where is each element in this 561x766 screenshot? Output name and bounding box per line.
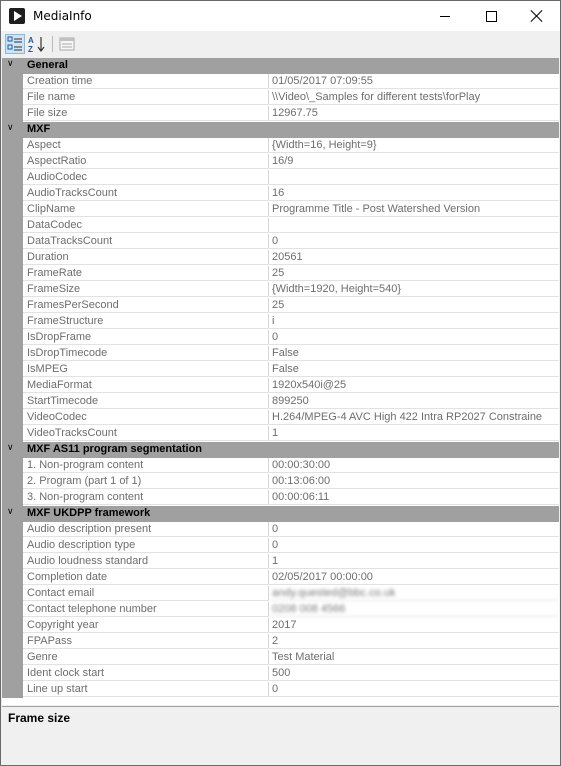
property-value[interactable]: 2 (269, 634, 559, 649)
sort-az-icon (27, 34, 47, 54)
close-button[interactable] (514, 1, 560, 31)
collapse-chevron-icon[interactable]: ∨ (7, 123, 14, 133)
property-row[interactable] (2, 378, 559, 394)
property-row[interactable] (2, 218, 559, 234)
property-row[interactable] (2, 458, 559, 474)
property-row[interactable] (2, 650, 559, 666)
property-row[interactable] (2, 538, 559, 554)
property-name[interactable]: File name (23, 90, 269, 105)
property-row[interactable] (2, 602, 559, 618)
property-value[interactable]: Programme Title - Post Watershed Version (269, 202, 559, 217)
property-name[interactable]: IsDropFrame (23, 330, 269, 345)
property-value[interactable]: 0 (269, 234, 559, 249)
property-name[interactable]: Audio loudness standard (23, 554, 269, 569)
property-row[interactable] (2, 186, 559, 202)
property-name[interactable]: VideoCodec (23, 410, 269, 425)
property-value[interactable] (269, 170, 559, 185)
collapse-chevron-icon[interactable]: ∨ (7, 59, 14, 69)
property-row[interactable] (2, 138, 559, 154)
svg-text:Z: Z (28, 45, 33, 54)
property-value[interactable]: 25 (269, 298, 559, 313)
description-pane (2, 706, 559, 765)
property-name[interactable]: Duration (23, 250, 269, 265)
property-pages-button[interactable] (57, 34, 77, 54)
property-value[interactable]: {Width=1920, Height=540} (269, 282, 559, 297)
property-value[interactable]: 1920x540i@25 (269, 378, 559, 393)
property-value[interactable]: 0 (269, 538, 559, 553)
property-value[interactable]: 00:00:06:11 (269, 490, 559, 505)
toolbar (1, 31, 560, 57)
property-name[interactable]: DataTracksCount (23, 234, 269, 249)
property-row[interactable] (2, 522, 559, 538)
property-value[interactable]: 00:13:06:00 (269, 474, 559, 489)
property-value[interactable]: 899250 (269, 394, 559, 409)
property-value[interactable]: 1 (269, 554, 559, 569)
property-name[interactable]: IsDropTimecode (23, 346, 269, 361)
category-label: MXF (27, 123, 51, 135)
minimize-icon (440, 16, 450, 17)
property-grid[interactable] (2, 58, 559, 705)
property-value[interactable]: 02/05/2017 00:00:00 (269, 570, 559, 585)
property-row[interactable] (2, 154, 559, 170)
property-row[interactable] (2, 202, 559, 218)
property-value[interactable]: 16 (269, 186, 559, 201)
property-name[interactable]: Line up start (23, 682, 269, 697)
property-value[interactable]: 1 (269, 426, 559, 441)
property-row[interactable] (2, 554, 559, 570)
property-row[interactable] (2, 570, 559, 586)
property-row[interactable] (2, 266, 559, 282)
property-value[interactable]: 0 (269, 682, 559, 697)
property-row[interactable] (2, 282, 559, 298)
property-name[interactable]: Audio description type (23, 538, 269, 553)
property-value[interactable]: andy.quested@bbc.co.uk (269, 586, 559, 601)
property-name[interactable]: Contact email (23, 586, 269, 601)
title-bar[interactable] (1, 1, 560, 31)
collapse-chevron-icon[interactable]: ∨ (7, 443, 14, 453)
property-row[interactable] (2, 474, 559, 490)
category-label: MXF UKDPP framework (27, 507, 151, 519)
toolbar-separator (52, 36, 53, 52)
property-row[interactable] (2, 234, 559, 250)
property-value[interactable]: 0 (269, 330, 559, 345)
property-row[interactable] (2, 682, 559, 698)
property-row[interactable] (2, 362, 559, 378)
categorized-icon (6, 35, 24, 53)
description-title: Frame size (8, 711, 71, 725)
property-value[interactable]: 500 (269, 666, 559, 681)
property-row[interactable] (2, 298, 559, 314)
property-name[interactable]: Genre (23, 650, 269, 665)
property-name[interactable]: Completion date (23, 570, 269, 585)
alphabetical-sort-button[interactable] (27, 34, 47, 54)
property-name[interactable]: AudioCodec (23, 170, 269, 185)
property-name[interactable]: FrameSize (23, 282, 269, 297)
property-row[interactable] (2, 490, 559, 506)
property-value[interactable]: 2017 (269, 618, 559, 633)
property-name[interactable]: FPAPass (23, 634, 269, 649)
maximize-button[interactable] (468, 1, 514, 31)
property-name[interactable]: StartTimecode (23, 394, 269, 409)
minimize-button[interactable] (422, 1, 468, 31)
property-name[interactable]: AspectRatio (23, 154, 269, 169)
property-row[interactable] (2, 106, 559, 122)
category-general[interactable] (2, 58, 559, 74)
property-value[interactable]: 20561 (269, 250, 559, 265)
property-value[interactable]: False (269, 362, 559, 377)
property-value[interactable]: Test Material (269, 650, 559, 665)
property-row[interactable] (2, 394, 559, 410)
property-value[interactable]: 0208 008 4566 (269, 602, 559, 617)
property-name[interactable]: FrameRate (23, 266, 269, 281)
property-value[interactable]: 0 (269, 522, 559, 537)
property-row[interactable] (2, 634, 559, 650)
category-label: General (27, 59, 68, 71)
property-name[interactable]: MediaFormat (23, 378, 269, 393)
property-row[interactable] (2, 346, 559, 362)
property-row[interactable] (2, 426, 559, 442)
property-name[interactable]: Copyright year (23, 618, 269, 633)
property-value[interactable]: 00:00:30:00 (269, 458, 559, 473)
svg-text:A: A (28, 36, 34, 45)
property-value[interactable]: 16/9 (269, 154, 559, 169)
category-label: MXF AS11 program segmentation (27, 443, 203, 455)
category-mxf[interactable] (2, 122, 559, 138)
property-name[interactable]: DataCodec (23, 218, 269, 233)
property-name[interactable]: Creation time (23, 74, 269, 89)
property-row[interactable] (2, 90, 559, 106)
category-mxf-as11-program-segmentation[interactable] (2, 442, 559, 458)
property-row[interactable] (2, 74, 559, 90)
property-row[interactable] (2, 586, 559, 602)
property-name[interactable]: AudioTracksCount (23, 186, 269, 201)
property-name[interactable]: Aspect (23, 138, 269, 153)
property-name[interactable]: Ident clock start (23, 666, 269, 681)
property-name[interactable]: 2. Program (part 1 of 1) (23, 474, 269, 489)
property-name[interactable]: Contact telephone number (23, 602, 269, 617)
property-name[interactable]: ClipName (23, 202, 269, 217)
window-title: MediaInfo (33, 9, 92, 23)
property-name[interactable]: FrameStructure (23, 314, 269, 329)
property-row[interactable] (2, 410, 559, 426)
categorized-view-button[interactable] (5, 34, 25, 54)
property-value[interactable]: False (269, 346, 559, 361)
collapse-chevron-icon[interactable]: ∨ (7, 507, 14, 517)
property-value[interactable]: 25 (269, 266, 559, 281)
property-name[interactable]: FramesPerSecond (23, 298, 269, 313)
app-icon (9, 8, 25, 24)
property-name[interactable]: Audio description present (23, 522, 269, 537)
category-mxf-ukdpp-framework[interactable] (2, 506, 559, 522)
property-value[interactable]: H.264/MPEG-4 AVC High 422 Intra RP2027 Constraine (269, 410, 559, 425)
property-name[interactable]: 3. Non-program content (23, 490, 269, 505)
property-name[interactable]: VideoTracksCount (23, 426, 269, 441)
property-name[interactable]: IsMPEG (23, 362, 269, 377)
property-value[interactable]: i (269, 314, 559, 329)
property-value[interactable]: 01/05/2017 07:09:55 (269, 74, 559, 89)
property-row[interactable] (2, 330, 559, 346)
property-row[interactable] (2, 618, 559, 634)
property-row[interactable] (2, 666, 559, 682)
close-icon (531, 10, 543, 22)
property-name[interactable]: File size (23, 106, 269, 121)
property-name[interactable]: 1. Non-program content (23, 458, 269, 473)
property-value[interactable]: 12967.75 (269, 106, 559, 121)
property-row[interactable] (2, 250, 559, 266)
property-value[interactable]: \\Video\_Samples for different tests\forPlay (269, 90, 559, 105)
property-pages-icon (57, 34, 77, 54)
maximize-icon (486, 11, 497, 22)
property-row[interactable] (2, 314, 559, 330)
property-value[interactable]: {Width=16, Height=9} (269, 138, 559, 153)
property-row[interactable] (2, 170, 559, 186)
property-value[interactable] (269, 218, 559, 233)
